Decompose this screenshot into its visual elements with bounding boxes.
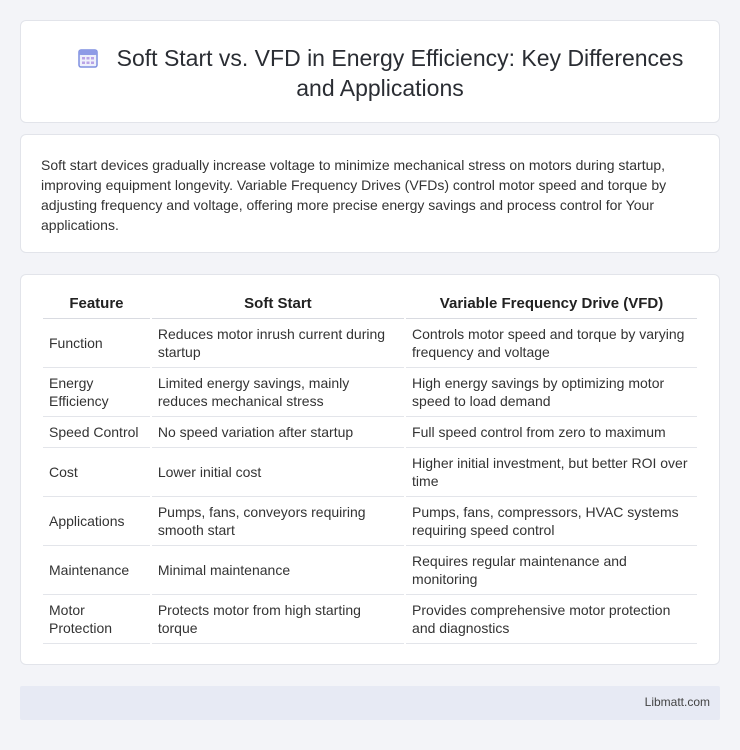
comparison-card [20, 274, 720, 665]
row-vfd: High energy savings by optimizing motor speed to load demand [406, 368, 697, 417]
row-soft-start: No speed variation after startup [152, 417, 404, 448]
row-feature: Maintenance [43, 546, 150, 595]
row-soft-start: Reduces motor inrush current during startup [152, 319, 404, 368]
page-title-wrap [61, 43, 699, 103]
row-feature: Motor Protection [43, 595, 150, 644]
row-soft-start: Limited energy savings, mainly reduces mechanical stress [152, 368, 404, 417]
table-row [43, 319, 697, 368]
row-feature: Function [43, 319, 150, 368]
row-vfd: Provides comprehensive motor protection and diagnostics [406, 595, 697, 644]
row-vfd: Pumps, fans, compressors, HVAC systems requiring speed control [406, 497, 697, 546]
summary-paragraph: Soft start devices gradually increase voltage to minimize mechanical stress on motors during startup, improving equipment longevity. Variable Frequency Drives (VFDs) control motor speed and torque by adjusting frequency and voltage, offering more precise energy savings and process control for Your applications. [41, 157, 667, 233]
table-row [43, 546, 697, 595]
row-vfd: Controls motor speed and torque by varying frequency and voltage [406, 319, 697, 368]
comparison-table [41, 295, 699, 644]
table-header-row [43, 295, 697, 319]
header-feature: Feature [43, 295, 150, 319]
row-feature: Cost [43, 448, 150, 497]
row-vfd: Requires regular maintenance and monitoring [406, 546, 697, 595]
table-row [43, 448, 697, 497]
row-feature: Energy Efficiency [43, 368, 150, 417]
summary-card [20, 134, 720, 253]
row-feature: Applications [43, 497, 150, 546]
header-vfd: Variable Frequency Drive (VFD) [406, 295, 697, 319]
table-row [43, 417, 697, 448]
table-row [43, 595, 697, 644]
title-card [20, 20, 720, 123]
row-soft-start: Pumps, fans, conveyors requiring smooth start [152, 497, 404, 546]
table-row [43, 368, 697, 417]
header-soft-start: Soft Start [152, 295, 404, 319]
page-title: Soft Start vs. VFD in Energy Efficiency: Key Differences and Applications [116, 45, 684, 101]
row-soft-start: Lower initial cost [152, 448, 404, 497]
row-soft-start: Protects motor from high starting torque [152, 595, 404, 644]
footer-brand[interactable]: Libmatt.com [644, 695, 710, 709]
table-row [43, 497, 697, 546]
row-vfd: Full speed control from zero to maximum [406, 417, 697, 448]
row-soft-start: Minimal maintenance [152, 546, 404, 595]
row-feature: Speed Control [43, 417, 150, 448]
calendar-icon [77, 47, 99, 69]
row-vfd: Higher initial investment, but better ROI over time [406, 448, 697, 497]
footer-bar [20, 686, 720, 720]
